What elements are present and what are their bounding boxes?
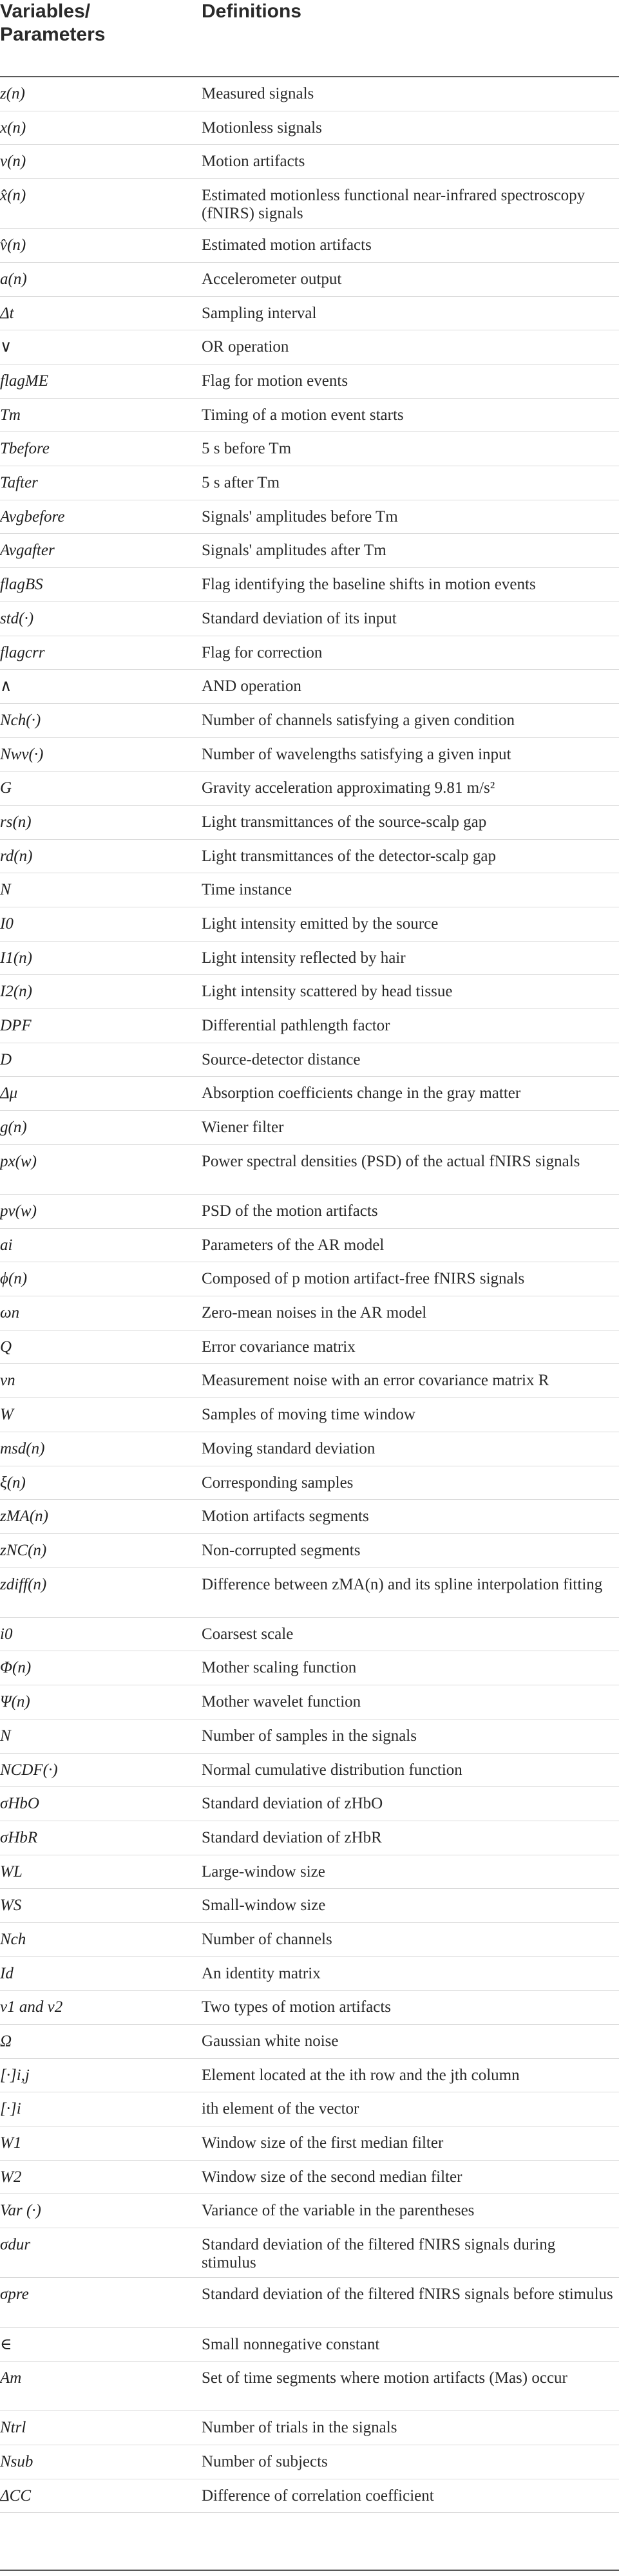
table-row <box>0 568 619 602</box>
definition-cell: Normal cumulative distribution function <box>202 1761 462 1779</box>
table-row <box>0 602 619 636</box>
variable-cell: σHbO <box>0 1795 39 1813</box>
variable-cell: ∧ <box>0 677 12 696</box>
definition-cell: Composed of p motion artifact-free fNIRS signals <box>202 1270 525 1288</box>
bottom-rule <box>0 2570 619 2571</box>
definition-cell: Mother scaling function <box>202 1659 357 1677</box>
variable-cell: I0 <box>0 915 14 933</box>
table-row <box>0 2278 619 2327</box>
variable-cell: ΔCC <box>0 2486 32 2505</box>
table-row <box>0 1043 619 1077</box>
table-row <box>0 907 619 942</box>
definition-cell: Motionless signals <box>202 118 322 137</box>
variable-cell: Ψ(n) <box>0 1693 30 1711</box>
definition-cell: Set of time segments where motion artifacts (Mas) occur <box>202 2369 567 2387</box>
variable-cell: G <box>0 779 12 797</box>
definition-cell: Number of trials in the signals <box>202 2419 397 2437</box>
definition-cell: Flag for motion events <box>202 372 348 390</box>
table-row <box>0 1754 619 1788</box>
definition-cell: Light transmittances of the detector-scalp gap <box>202 847 496 865</box>
variable-cell: flagME <box>0 372 48 390</box>
table-header <box>0 0 619 77</box>
variable-cell: I1(n) <box>0 949 32 967</box>
table-row <box>0 2194 619 2228</box>
definition-cell: Sampling interval <box>202 304 317 322</box>
table-row <box>0 1466 619 1501</box>
variable-cell: g(n) <box>0 1119 27 1137</box>
variable-cell: vn <box>0 1372 15 1390</box>
table-body <box>0 77 619 2513</box>
table-row <box>0 1923 619 1957</box>
definition-cell: Parameters of the AR model <box>202 1236 385 1254</box>
variable-cell: std(·) <box>0 609 34 627</box>
table-row <box>0 670 619 704</box>
variable-cell: Avgafter <box>0 542 55 560</box>
variable-cell: x(n) <box>0 118 26 137</box>
table-row <box>0 2126 619 2161</box>
table-row <box>0 1821 619 1855</box>
variable-cell: W <box>0 1406 14 1424</box>
variable-cell: ξ(n) <box>0 1473 26 1492</box>
definition-cell: 5 s before Tm <box>202 440 292 458</box>
table-row <box>0 1145 619 1195</box>
table-row <box>0 2411 619 2445</box>
definition-cell: Estimated motionless functional near-infrared spectroscopy (fNIRS) signals <box>202 187 586 223</box>
definition-cell: Standard deviation of the filtered fNIRS signals before stimulus <box>202 2286 613 2304</box>
variable-cell: [·]i <box>0 2100 21 2118</box>
variable-cell: Id <box>0 1964 14 1982</box>
definition-cell: ith element of the vector <box>202 2100 359 2118</box>
definition-cell: Standard deviation of zHbR <box>202 1828 382 1846</box>
variable-cell: flagcrr <box>0 643 45 661</box>
variable-cell: Ntrl <box>0 2419 26 2437</box>
variable-cell: Avgbefore <box>0 507 65 526</box>
table-row <box>0 2328 619 2362</box>
table-row <box>0 2161 619 2195</box>
definition-cell: Standard deviation of the filtered fNIRS signals during stimulus <box>202 2236 556 2272</box>
variable-cell: i0 <box>0 1625 13 1643</box>
definition-cell: Gaussian white noise <box>202 2032 339 2050</box>
table-row <box>0 772 619 806</box>
table-row <box>0 2092 619 2126</box>
table-row <box>0 179 619 229</box>
variable-cell: σpre <box>0 2286 29 2304</box>
definition-cell: Small-window size <box>202 1897 326 1915</box>
variable-cell: NCDF(·) <box>0 1761 58 1779</box>
table-row <box>0 77 619 111</box>
variable-cell: N <box>0 881 11 899</box>
definition-cell: Motion artifacts segments <box>202 1508 369 1526</box>
definition-cell: Difference of correlation coefficient <box>202 2486 434 2505</box>
definition-cell: Standard deviation of zHbO <box>202 1795 383 1813</box>
table-row <box>0 1534 619 1568</box>
table-row <box>0 1787 619 1821</box>
definition-cell: Timing of a motion event starts <box>202 406 404 424</box>
table-row <box>0 1364 619 1398</box>
variable-cell: Tafter <box>0 474 38 492</box>
variable-cell: ai <box>0 1236 13 1254</box>
variable-cell: [·]i,j <box>0 2066 30 2084</box>
definition-cell: Moving standard deviation <box>202 1439 376 1457</box>
definition-cell: Light transmittances of the source-scalp gap <box>202 813 487 831</box>
definition-cell: 5 s after Tm <box>202 474 280 492</box>
definition-cell: PSD of the motion artifacts <box>202 1202 378 1220</box>
table-row <box>0 1618 619 1652</box>
definition-cell: Variance of the variable in the parentheses <box>202 2202 475 2220</box>
definition-cell: AND operation <box>202 677 301 696</box>
table-row <box>0 1296 619 1331</box>
table-row <box>0 1889 619 1923</box>
variable-cell: msd(n) <box>0 1439 45 1457</box>
table-row <box>0 2479 619 2514</box>
table-row <box>0 2228 619 2278</box>
variable-cell: σHbR <box>0 1828 38 1846</box>
table-row <box>0 2059 619 2093</box>
definition-cell: Number of channels satisfying a given condition <box>202 711 515 729</box>
variable-cell: WS <box>0 1897 22 1915</box>
definition-cell: Mother wavelet function <box>202 1693 361 1711</box>
table-row <box>0 1398 619 1432</box>
definition-cell: Number of wavelengths satisfying a given input <box>202 745 511 763</box>
table-row <box>0 111 619 146</box>
variable-cell: px(w) <box>0 1152 37 1170</box>
definition-cell: Large-window size <box>202 1862 325 1880</box>
variable-cell: Δt <box>0 304 14 322</box>
definition-cell: An identity matrix <box>202 1964 321 1982</box>
table-row <box>0 1685 619 1719</box>
definition-cell: Estimated motion artifacts <box>202 236 372 254</box>
variable-cell: rd(n) <box>0 847 33 865</box>
table-row <box>0 399 619 433</box>
variable-cell: Nsub <box>0 2453 33 2471</box>
definition-cell: Accelerometer output <box>202 270 342 288</box>
variable-cell: Ω <box>0 2032 12 2050</box>
variable-cell: W2 <box>0 2168 22 2186</box>
variable-cell: a(n) <box>0 270 27 288</box>
definition-cell: Light intensity scattered by head tissue <box>202 983 453 1001</box>
variable-cell: Nch(·) <box>0 711 41 729</box>
definition-cell: Zero-mean noises in the AR model <box>202 1304 427 1322</box>
definition-cell: Motion artifacts <box>202 153 305 171</box>
table-row <box>0 365 619 399</box>
definition-cell: Number of channels <box>202 1930 332 1948</box>
table-row <box>0 1331 619 1365</box>
definition-cell: Power spectral densities (PSD) of the actual fNIRS signals <box>202 1152 580 1170</box>
definition-cell: Signals' amplitudes after Tm <box>202 542 386 560</box>
table-row <box>0 330 619 365</box>
definition-cell: Window size of the second median filter <box>202 2168 462 2186</box>
definition-cell: Corresponding samples <box>202 1473 354 1492</box>
table-row <box>0 704 619 738</box>
table-row <box>0 1111 619 1145</box>
variable-cell: σdur <box>0 2236 31 2254</box>
variable-cell: zMA(n) <box>0 1508 48 1526</box>
table-row <box>0 145 619 179</box>
table-row <box>0 297 619 331</box>
definition-cell: Signals' amplitudes before Tm <box>202 507 398 526</box>
variable-cell: D <box>0 1050 12 1068</box>
table-row <box>0 873 619 907</box>
variable-cell: N <box>0 1727 11 1745</box>
variable-cell: pv(w) <box>0 1202 37 1220</box>
variable-cell: rs(n) <box>0 813 32 831</box>
variable-cell: Am <box>0 2369 22 2387</box>
table-row <box>0 2445 619 2479</box>
variable-cell: Δμ <box>0 1084 18 1103</box>
header-definitions: Definitions <box>202 1 301 22</box>
variable-cell: ωn <box>0 1304 20 1322</box>
variable-cell: flagBS <box>0 576 43 594</box>
table-row <box>0 1195 619 1229</box>
definition-cell: Differential pathlength factor <box>202 1017 390 1035</box>
variable-cell: zNC(n) <box>0 1541 47 1559</box>
header-variables: Variables/ Parameters <box>0 1 106 45</box>
table-row <box>0 1229 619 1263</box>
table-row <box>0 263 619 297</box>
definition-cell: Light intensity emitted by the source <box>202 915 439 933</box>
definition-cell: Gravity acceleration approximating 9.81 m/s² <box>202 779 495 797</box>
variable-cell: W1 <box>0 2134 22 2152</box>
variable-cell: ∈ <box>0 2335 12 2353</box>
definition-cell: Window size of the first median filter <box>202 2134 444 2152</box>
definition-cell: OR operation <box>202 338 289 356</box>
variable-cell: Tm <box>0 406 21 424</box>
table-row <box>0 1991 619 2025</box>
variable-cell: I2(n) <box>0 983 32 1001</box>
definition-cell: Element located at the ith row and the jth column <box>202 2066 520 2084</box>
table-row <box>0 1568 619 1618</box>
variable-cell: Φ(n) <box>0 1659 32 1677</box>
variable-cell: zdiff(n) <box>0 1575 47 1593</box>
definition-cell: Difference between zMA(n) and its spline interpolation fitting <box>202 1575 603 1593</box>
table-row <box>0 942 619 976</box>
table-row <box>0 1077 619 1111</box>
variable-cell: x̂(n) <box>0 187 26 205</box>
definition-cell: Standard deviation of its input <box>202 609 397 627</box>
variable-cell: Nch <box>0 1930 26 1948</box>
table-row <box>0 1009 619 1043</box>
definition-cell: Samples of moving time window <box>202 1406 415 1424</box>
table-row <box>0 1651 619 1685</box>
definition-cell: Number of samples in the signals <box>202 1727 417 1745</box>
table-row <box>0 1719 619 1754</box>
table-row <box>0 2025 619 2059</box>
table-row <box>0 1957 619 1991</box>
definition-cell: Measurement noise with an error covariance matrix R <box>202 1372 549 1390</box>
variable-cell: z(n) <box>0 85 25 102</box>
variable-cell: DPF <box>0 1017 32 1035</box>
table-row <box>0 1500 619 1534</box>
definition-cell: Flag identifying the baseline shifts in motion events <box>202 576 536 594</box>
variable-cell: WL <box>0 1862 23 1880</box>
variable-cell: ϕ(n) <box>0 1270 28 1288</box>
table-row <box>0 1432 619 1466</box>
table-row <box>0 636 619 670</box>
definition-cell: Number of subjects <box>202 2453 328 2471</box>
variable-cell: v̂(n) <box>0 236 26 254</box>
definition-cell: Absorption coefficients change in the gray matter <box>202 1084 521 1103</box>
table-row <box>0 229 619 263</box>
definition-cell: Flag for correction <box>202 643 323 661</box>
variable-cell: Nwv(·) <box>0 745 44 763</box>
variable-cell: ∨ <box>0 338 12 356</box>
variable-cell: Tbefore <box>0 440 50 458</box>
table-row <box>0 500 619 535</box>
table-row <box>0 534 619 568</box>
table-row <box>0 466 619 500</box>
definition-cell: Measured signals <box>202 85 314 102</box>
definition-cell: Time instance <box>202 881 292 899</box>
definition-cell: Two types of motion artifacts <box>202 1998 392 2016</box>
variable-cell: ν1 and ν2 <box>0 1998 63 2016</box>
definition-cell: Wiener filter <box>202 1119 284 1137</box>
table-row <box>0 432 619 466</box>
table-row <box>0 1262 619 1296</box>
table-row <box>0 806 619 840</box>
definition-cell: Coarsest scale <box>202 1625 294 1643</box>
definition-cell: Error covariance matrix <box>202 1338 356 1356</box>
definition-cell: Source-detector distance <box>202 1050 361 1068</box>
table-row <box>0 738 619 772</box>
definition-cell: Light intensity reflected by hair <box>202 949 406 967</box>
table-row <box>0 2362 619 2411</box>
definition-cell: Non-corrupted segments <box>202 1541 361 1559</box>
variable-cell: Var (·) <box>0 2202 41 2220</box>
definition-cell: Small nonnegative constant <box>202 2335 380 2353</box>
table-row <box>0 1855 619 1889</box>
table-row <box>0 975 619 1009</box>
table-row <box>0 840 619 874</box>
variable-cell: v(n) <box>0 153 26 171</box>
variable-cell: Q <box>0 1338 12 1356</box>
